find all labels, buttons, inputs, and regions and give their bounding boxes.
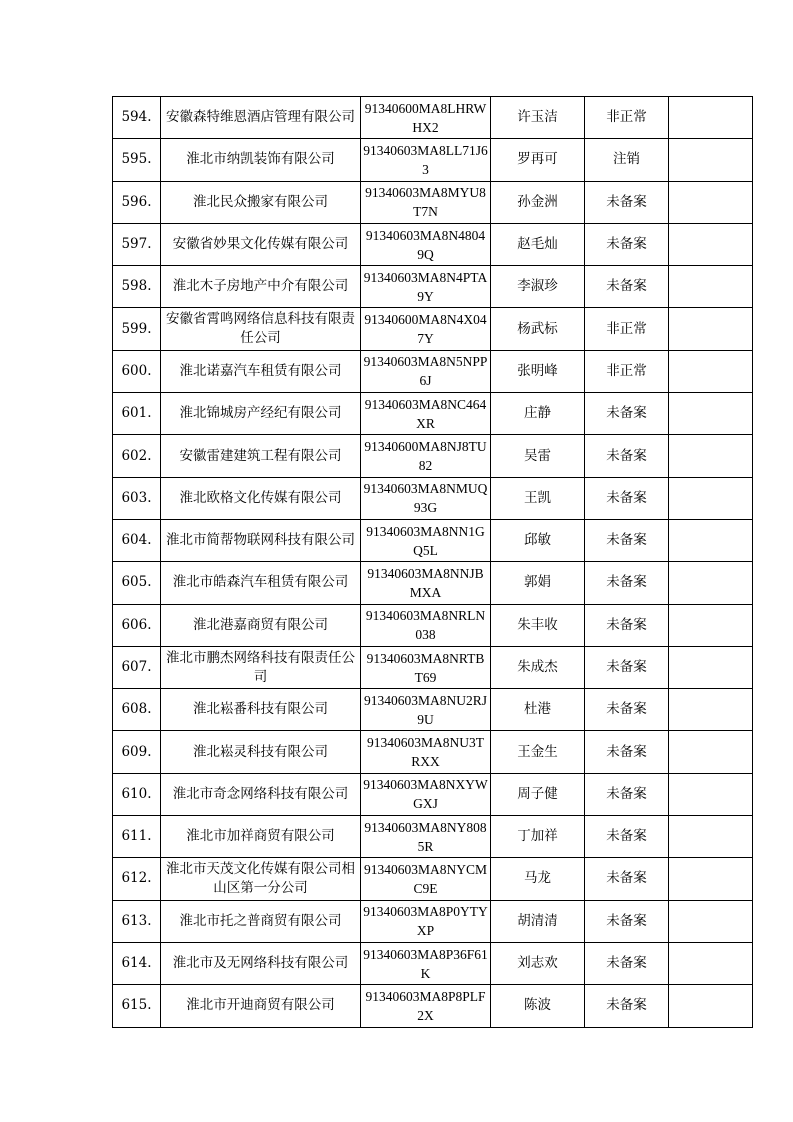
row-number-cell: 611. <box>113 816 161 858</box>
table-row <box>113 816 753 858</box>
remarks-cell <box>669 266 753 308</box>
table-row <box>113 562 753 604</box>
remarks-cell <box>669 435 753 477</box>
legal-representative-cell: 马龙 <box>491 858 585 900</box>
row-number-cell: 615. <box>113 985 161 1027</box>
status-cell: 非正常 <box>585 308 669 350</box>
row-number-cell: 596. <box>113 181 161 223</box>
credit-code-cell: 91340603MA8P0YTYXP <box>361 900 491 942</box>
row-number-cell: 599. <box>113 308 161 350</box>
row-number-cell: 606. <box>113 604 161 646</box>
status-cell: 未备案 <box>585 223 669 265</box>
table-row <box>113 942 753 984</box>
credit-code-cell: 91340603MA8LL71J63 <box>361 139 491 181</box>
company-name-cell: 安徽雷建建筑工程有限公司 <box>161 435 361 477</box>
remarks-cell <box>669 689 753 731</box>
status-cell: 非正常 <box>585 350 669 392</box>
company-name-cell: 淮北市开迪商贸有限公司 <box>161 985 361 1027</box>
status-cell: 未备案 <box>585 773 669 815</box>
company-name-cell: 淮北民众搬家有限公司 <box>161 181 361 223</box>
company-name-cell: 安徽森特维恩酒店管理有限公司 <box>161 97 361 139</box>
company-name-cell: 淮北市皓森汽车租赁有限公司 <box>161 562 361 604</box>
legal-representative-cell: 孙金洲 <box>491 181 585 223</box>
status-cell: 未备案 <box>585 942 669 984</box>
status-cell: 未备案 <box>585 858 669 900</box>
status-cell: 未备案 <box>585 562 669 604</box>
table-row <box>113 223 753 265</box>
credit-code-cell: 91340603MA8MYU8T7N <box>361 181 491 223</box>
legal-representative-cell: 张明峰 <box>491 350 585 392</box>
legal-representative-cell: 罗再可 <box>491 139 585 181</box>
credit-code-cell: 91340603MA8NRLN038 <box>361 604 491 646</box>
legal-representative-cell: 刘志欢 <box>491 942 585 984</box>
credit-code-cell: 91340603MA8NNJBMXA <box>361 562 491 604</box>
remarks-cell <box>669 942 753 984</box>
row-number-cell: 614. <box>113 942 161 984</box>
table-row <box>113 519 753 561</box>
legal-representative-cell: 杨武标 <box>491 308 585 350</box>
row-number-cell: 608. <box>113 689 161 731</box>
status-cell: 注销 <box>585 139 669 181</box>
row-number-cell: 603. <box>113 477 161 519</box>
legal-representative-cell: 朱丰收 <box>491 604 585 646</box>
table-row <box>113 689 753 731</box>
credit-code-cell: 91340603MA8NU2RJ9U <box>361 689 491 731</box>
remarks-cell <box>669 477 753 519</box>
row-number-cell: 601. <box>113 393 161 435</box>
company-name-cell: 淮北锦城房产经纪有限公司 <box>161 393 361 435</box>
legal-representative-cell: 王凯 <box>491 477 585 519</box>
credit-code-cell: 91340603MA8NYCMC9E <box>361 858 491 900</box>
table-row <box>113 97 753 139</box>
status-cell: 未备案 <box>585 435 669 477</box>
table-row <box>113 393 753 435</box>
legal-representative-cell: 李淑珍 <box>491 266 585 308</box>
table-row <box>113 900 753 942</box>
credit-code-cell: 91340603MA8N4PTA9Y <box>361 266 491 308</box>
row-number-cell: 594. <box>113 97 161 139</box>
status-cell: 未备案 <box>585 900 669 942</box>
status-cell: 未备案 <box>585 646 669 688</box>
row-number-cell: 600. <box>113 350 161 392</box>
remarks-cell <box>669 731 753 773</box>
remarks-cell <box>669 519 753 561</box>
remarks-cell <box>669 900 753 942</box>
legal-representative-cell: 许玉洁 <box>491 97 585 139</box>
remarks-cell <box>669 773 753 815</box>
remarks-cell <box>669 858 753 900</box>
table-row <box>113 731 753 773</box>
row-number-cell: 609. <box>113 731 161 773</box>
legal-representative-cell: 赵毛灿 <box>491 223 585 265</box>
row-number-cell: 613. <box>113 900 161 942</box>
row-number-cell: 605. <box>113 562 161 604</box>
company-name-cell: 淮北市天茂文化传媒有限公司相山区第一分公司 <box>161 858 361 900</box>
credit-code-cell: 91340603MA8NMUQ93G <box>361 477 491 519</box>
table-row <box>113 604 753 646</box>
credit-code-cell: 91340600MA8N4X047Y <box>361 308 491 350</box>
status-cell: 未备案 <box>585 816 669 858</box>
credit-code-cell: 91340603MA8P36F61K <box>361 942 491 984</box>
status-cell: 未备案 <box>585 477 669 519</box>
row-number-cell: 595. <box>113 139 161 181</box>
credit-code-cell: 91340603MA8P8PLF2X <box>361 985 491 1027</box>
legal-representative-cell: 吴雷 <box>491 435 585 477</box>
remarks-cell <box>669 223 753 265</box>
company-registry-table <box>112 96 753 1028</box>
remarks-cell <box>669 308 753 350</box>
legal-representative-cell: 陈波 <box>491 985 585 1027</box>
credit-code-cell: 91340600MA8LHRWHX2 <box>361 97 491 139</box>
legal-representative-cell: 周子健 <box>491 773 585 815</box>
legal-representative-cell: 杜港 <box>491 689 585 731</box>
credit-code-cell: 91340603MA8NC464XR <box>361 393 491 435</box>
company-name-cell: 淮北港嘉商贸有限公司 <box>161 604 361 646</box>
company-name-cell: 安徽省霄鸣网络信息科技有限责任公司 <box>161 308 361 350</box>
row-number-cell: 607. <box>113 646 161 688</box>
status-cell: 未备案 <box>585 689 669 731</box>
row-number-cell: 604. <box>113 519 161 561</box>
table-row <box>113 308 753 350</box>
remarks-cell <box>669 350 753 392</box>
credit-code-cell: 91340600MA8NJ8TU82 <box>361 435 491 477</box>
table-row <box>113 646 753 688</box>
company-name-cell: 淮北崧灵科技有限公司 <box>161 731 361 773</box>
company-name-cell: 淮北市鹏杰网络科技有限责任公司 <box>161 646 361 688</box>
table-row <box>113 350 753 392</box>
legal-representative-cell: 王金生 <box>491 731 585 773</box>
registry-table-body <box>113 97 753 1028</box>
row-number-cell: 598. <box>113 266 161 308</box>
credit-code-cell: 91340603MA8N48049Q <box>361 223 491 265</box>
company-name-cell: 淮北诺嘉汽车租赁有限公司 <box>161 350 361 392</box>
company-name-cell: 淮北市简帮物联网科技有限公司 <box>161 519 361 561</box>
legal-representative-cell: 郭娟 <box>491 562 585 604</box>
row-number-cell: 612. <box>113 858 161 900</box>
table-row <box>113 139 753 181</box>
credit-code-cell: 91340603MA8NN1GQ5L <box>361 519 491 561</box>
remarks-cell <box>669 97 753 139</box>
company-name-cell: 淮北市纳凯装饰有限公司 <box>161 139 361 181</box>
company-name-cell: 淮北市及无网络科技有限公司 <box>161 942 361 984</box>
status-cell: 非正常 <box>585 97 669 139</box>
status-cell: 未备案 <box>585 181 669 223</box>
company-name-cell: 淮北市奇念网络科技有限公司 <box>161 773 361 815</box>
credit-code-cell: 91340603MA8NXYWGXJ <box>361 773 491 815</box>
legal-representative-cell: 庄静 <box>491 393 585 435</box>
table-row <box>113 858 753 900</box>
row-number-cell: 602. <box>113 435 161 477</box>
row-number-cell: 610. <box>113 773 161 815</box>
remarks-cell <box>669 646 753 688</box>
table-row <box>113 266 753 308</box>
table-row <box>113 181 753 223</box>
remarks-cell <box>669 604 753 646</box>
remarks-cell <box>669 985 753 1027</box>
table-row <box>113 477 753 519</box>
table-row <box>113 985 753 1027</box>
legal-representative-cell: 朱成杰 <box>491 646 585 688</box>
credit-code-cell: 91340603MA8NRTBT69 <box>361 646 491 688</box>
remarks-cell <box>669 393 753 435</box>
remarks-cell <box>669 181 753 223</box>
credit-code-cell: 91340603MA8NY8085R <box>361 816 491 858</box>
company-name-cell: 淮北市托之普商贸有限公司 <box>161 900 361 942</box>
status-cell: 未备案 <box>585 604 669 646</box>
table-row <box>113 435 753 477</box>
remarks-cell <box>669 816 753 858</box>
status-cell: 未备案 <box>585 731 669 773</box>
credit-code-cell: 91340603MA8NU3TRXX <box>361 731 491 773</box>
company-name-cell: 淮北欧格文化传媒有限公司 <box>161 477 361 519</box>
status-cell: 未备案 <box>585 393 669 435</box>
remarks-cell <box>669 562 753 604</box>
table-row <box>113 773 753 815</box>
status-cell: 未备案 <box>585 519 669 561</box>
company-name-cell: 淮北木子房地产中介有限公司 <box>161 266 361 308</box>
legal-representative-cell: 胡清清 <box>491 900 585 942</box>
row-number-cell: 597. <box>113 223 161 265</box>
company-name-cell: 淮北市加祥商贸有限公司 <box>161 816 361 858</box>
status-cell: 未备案 <box>585 266 669 308</box>
legal-representative-cell: 丁加祥 <box>491 816 585 858</box>
legal-representative-cell: 邱敏 <box>491 519 585 561</box>
credit-code-cell: 91340603MA8N5NPP6J <box>361 350 491 392</box>
company-name-cell: 淮北崧番科技有限公司 <box>161 689 361 731</box>
status-cell: 未备案 <box>585 985 669 1027</box>
remarks-cell <box>669 139 753 181</box>
company-name-cell: 安徽省妙果文化传媒有限公司 <box>161 223 361 265</box>
